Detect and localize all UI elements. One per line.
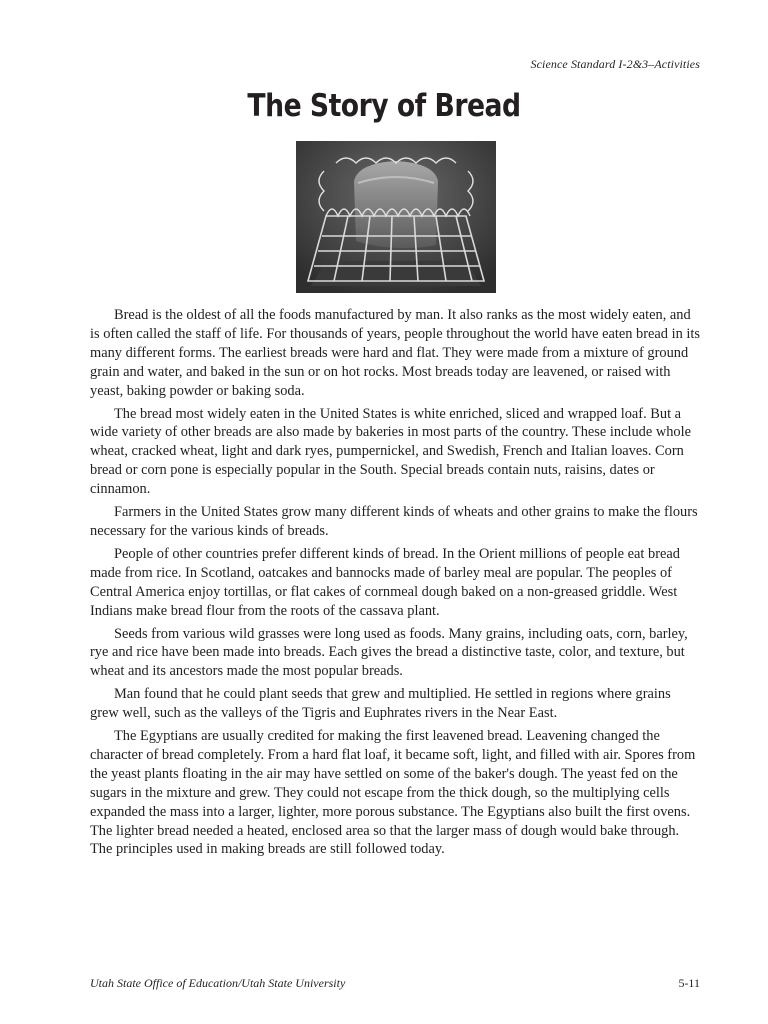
- paragraph-farmers: Farmers in the United States grow many different kinds of wheats and other grains to make the flours necessary for the various kinds of breads.: [90, 504, 698, 539]
- footer-source: Utah State Office of Education/Utah State University: [90, 976, 346, 990]
- paragraph-egyptians: The Egyptians are usually credited for making the first leavened bread. Leavening changed the character of bread completely. From a hard flat loaf, it became soft, light, and filled with air. Spores from the yeast plants floating in the air may have settled on some of the baker's dough. The yeast fed on the sugars in the mixture and grew. They could not escape from the thick dough, so the multiplying cells expanded the mass into a larger, lighter, more porous substance. The Egyptians also built the first ovens. The lighter bread needed a heated, enclosed area so that the larger mass of dough would bake through. The principles used in making breads are still followed today.: [90, 728, 696, 858]
- paragraph-origins: Bread is the oldest of all the foods manufactured by man. It also ranks as the most widely eaten, and is often called the staff of life. For thousands of years, people throughout the world have eaten bread in its many different forms. The earliest breads were hard and flat. They were made from a mixture of ground grain and water, and baked in the sun or on hot rocks. Most breads today are leavened, or raised with yeast, baking powder or baking soda.: [90, 307, 700, 399]
- paragraph-planting: Man found that he could plant seeds that grew and multiplied. He settled in regions where grains grew well, such as the valleys of the Tigris and Euphrates rivers in the Near East.: [90, 686, 671, 722]
- article-body: [90, 306, 702, 863]
- bread-loaf-icon: [296, 141, 496, 293]
- bread-basket-photo: [296, 141, 496, 293]
- paragraph-other-countries: People of other countries prefer different kinds of bread. In the Orient millions of people eat bread made from rice. In Scotland, oatcakes and bannocks made of barley meal are popular. The peoples of Central America enjoy tortillas, or flat cakes of cornmeal dough baked on a non-greased griddle. West Indians make bread flour from the roots of the cassava plant.: [90, 545, 680, 619]
- page-number: 5-11: [678, 976, 700, 990]
- paragraph-united-states-breads: The bread most widely eaten in the United States is white enriched, sliced and wrapped loaf. But a wide variety of other breads are also made by bakeries in most parts of the country. These include whole wheat, cracked wheat, light and dark ryes, pumpernickel, and Swedish, French and Italian loaves. Corn bread or corn pone is especially popular in the South. Special breads contain nuts, raisins, dates or cinnamon.: [90, 405, 692, 498]
- paragraph-wild-grasses: Seeds from various wild grasses were long used as foods. Many grains, including oats, corn, barley, rye and rice have been made into breads. Each gives the bread a distinctive taste, color, and texture, but wheat and its ancestors made the most popular breads.: [90, 625, 688, 680]
- header-standard: Science Standard I-2&3–Activities: [530, 57, 700, 71]
- page-title: The Story of Bread: [247, 88, 521, 124]
